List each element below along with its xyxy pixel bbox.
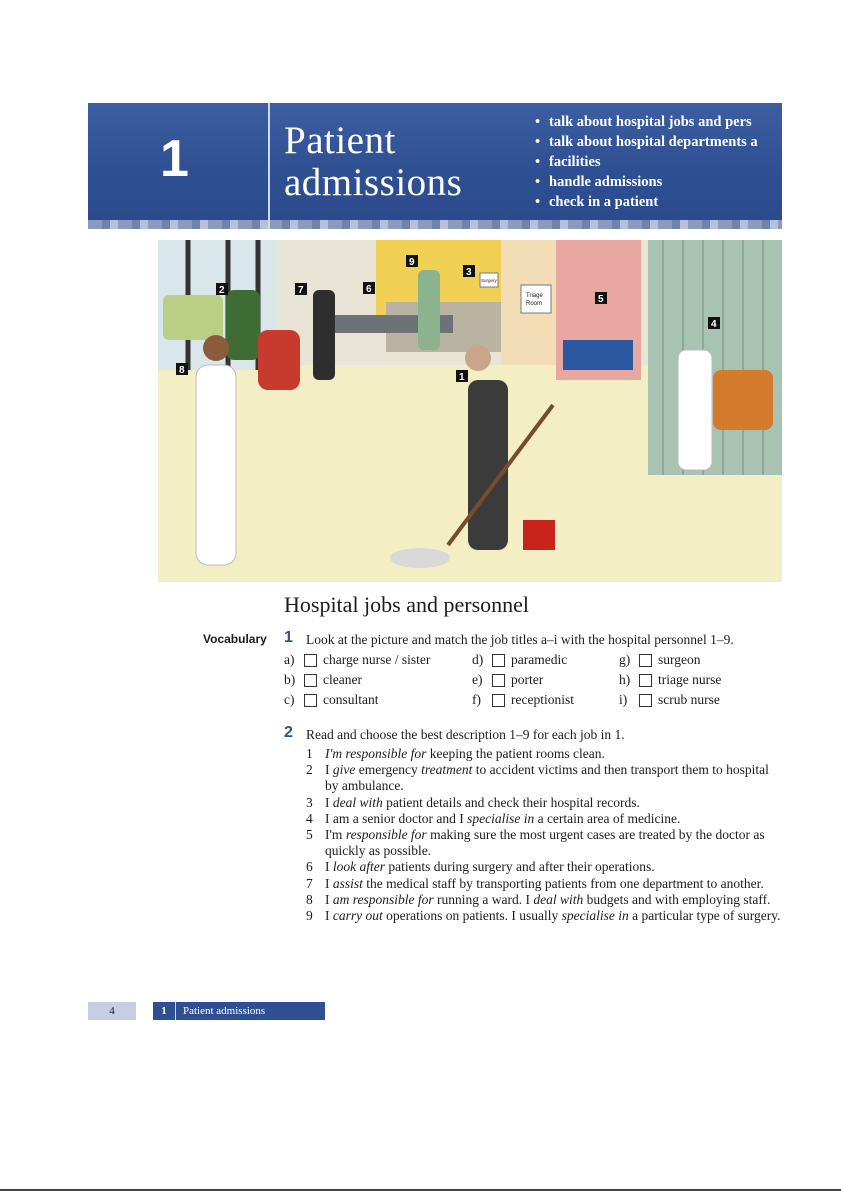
option-e [472,672,543,688]
description-number: 2 [306,762,313,778]
description-text [325,762,782,794]
option-checkbox[interactable] [492,654,505,667]
objective-item: • talk about hospital jobs and pers [532,112,782,132]
description-fragment: I'm [325,827,346,843]
option-checkbox[interactable] [639,654,652,667]
description-key-phrase: carry out [332,908,383,924]
page-number: 4 [88,1002,136,1020]
description-item [306,859,782,875]
description-number: 4 [306,810,313,826]
label-2: 2 [219,285,225,296]
option-h [619,672,721,688]
unit-title-line2: admissions [284,161,463,204]
svg-text:Triage: Triage [526,293,543,299]
description-fragment: I [325,794,333,810]
option-letter: f) [472,692,481,707]
description-text [325,876,782,892]
description-item [306,876,782,892]
footer-unit-bar [153,1002,325,1020]
objective-item: • handle admissions [532,172,782,192]
description-fragment: keeping the patient rooms clean. [426,746,605,761]
description-text [325,746,782,762]
description-fragment: a certain area of medicine. [534,810,681,826]
exercise-1-instruction: Look at the picture and match the job titles a–i with the hospital personnel 1–9. [306,632,734,647]
description-item [306,811,782,827]
description-key-phrase: treatment [421,762,473,778]
description-key-phrase: look after [332,859,385,875]
label-7: 7 [298,285,304,296]
description-fragment: running a ward. I [433,891,534,907]
description-list [306,746,782,924]
vocabulary-label: Vocabulary [203,632,267,646]
description-item [306,908,782,924]
label-4: 4 [711,319,717,330]
option-b [284,672,362,688]
option-text: charge nurse / sister [323,652,431,667]
footer-unit-number: 1 [153,1002,176,1020]
description-text [325,827,782,859]
unit-objectives [532,112,782,212]
description-item [306,795,782,811]
description-number: 9 [306,908,313,924]
description-number: 7 [306,875,313,891]
description-key-phrase: I'm responsible for [325,746,427,761]
description-number: 5 [306,827,313,843]
description-key-phrase: am responsible for [332,891,434,907]
description-text [325,908,782,924]
option-text: receptionist [511,692,574,707]
objective-item: • check in a patient [532,192,782,212]
description-text [325,859,782,875]
option-text: surgeon [658,652,701,667]
option-i [619,692,720,708]
description-item [306,827,782,859]
unit-title-line1: Patient [284,119,396,162]
objective-item: • facilities [532,152,782,172]
description-fragment: I [325,859,333,875]
option-text: scrub nurse [658,692,720,707]
option-letter: d) [472,652,484,667]
description-fragment: the medical staff by transporting patients from one department to another. [362,875,764,891]
svg-text:Surgery: Surgery [481,278,497,283]
option-checkbox[interactable] [304,694,317,707]
objective-item: • talk about hospital departments a [532,132,782,152]
description-key-phrase: assist [332,875,363,891]
description-fragment: budgets and with employing staff. [583,891,771,907]
banner-divider [268,103,270,229]
description-fragment: making sure the most urgent cases are treated by the doctor as quickly as possible. [325,827,765,859]
description-fragment: patient details and check their hospital records. [382,794,640,810]
description-fragment: I [325,891,333,907]
description-number: 3 [306,794,313,810]
option-g [619,652,701,668]
option-text: cleaner [323,672,362,687]
option-letter: g) [619,652,631,667]
unit-title [284,120,462,204]
description-key-phrase: specialise in [561,908,629,924]
description-fragment: I [325,875,333,891]
description-fragment: I [325,762,333,778]
description-fragment: patients during surgery and after their operations. [385,859,655,875]
option-checkbox[interactable] [492,674,505,687]
hospital-scene-image [158,240,782,582]
description-number: 6 [306,859,313,875]
option-a [284,652,430,668]
description-fragment: to accident victims and then transport them to hospital by ambulance. [325,762,769,794]
description-item [306,892,782,908]
exercise-2-instruction: Read and choose the best description 1–9 for each job in 1. [306,727,625,742]
label-9: 9 [409,257,415,268]
option-letter: c) [284,692,295,707]
option-checkbox[interactable] [304,654,317,667]
svg-text:Room: Room [526,301,543,307]
description-fragment: a particular type of surgery. [628,908,781,924]
label-8: 8 [179,365,185,376]
label-5: 5 [598,294,604,305]
option-letter: i) [619,692,628,707]
option-checkbox[interactable] [492,694,505,707]
description-fragment: I am a senior doctor and I [325,810,468,826]
option-checkbox[interactable] [639,674,652,687]
label-6: 6 [366,284,372,295]
label-3: 3 [466,267,472,278]
option-f [472,692,574,708]
footer-unit-title: Patient admissions [183,1005,266,1017]
option-checkbox[interactable] [639,694,652,707]
description-text [325,795,782,811]
option-letter: a) [284,652,295,667]
section-title: Hospital jobs and personnel [284,592,530,617]
option-c [284,692,379,708]
option-text: paramedic [511,652,568,667]
description-text [325,811,782,827]
option-text: porter [511,672,544,687]
description-item [306,762,782,794]
exercise-2-number: 2 [284,724,293,741]
exercise-1-number: 1 [284,629,293,646]
description-key-phrase: deal with [332,794,383,810]
description-fragment: operations on patients. I usually [382,908,562,924]
unit-number: 1 [160,130,189,188]
description-key-phrase: specialise in [467,810,535,826]
description-key-phrase: give [332,762,356,778]
option-letter: e) [472,672,483,687]
option-text: consultant [323,692,379,707]
description-fragment: emergency [355,762,422,778]
description-text [325,892,782,908]
option-checkbox[interactable] [304,674,317,687]
option-text: triage nurse [658,672,722,687]
banner-stripe [88,220,782,229]
description-key-phrase: deal with [533,891,584,907]
option-letter: b) [284,672,296,687]
description-number: 1 [306,746,313,761]
option-d [472,652,567,668]
description-number: 8 [306,891,313,907]
option-letter: h) [619,672,631,687]
label-1: 1 [459,372,465,383]
description-item [306,746,782,762]
hospital-illustration [158,240,782,582]
description-fragment: I [325,908,333,924]
description-key-phrase: responsible for [345,827,427,843]
